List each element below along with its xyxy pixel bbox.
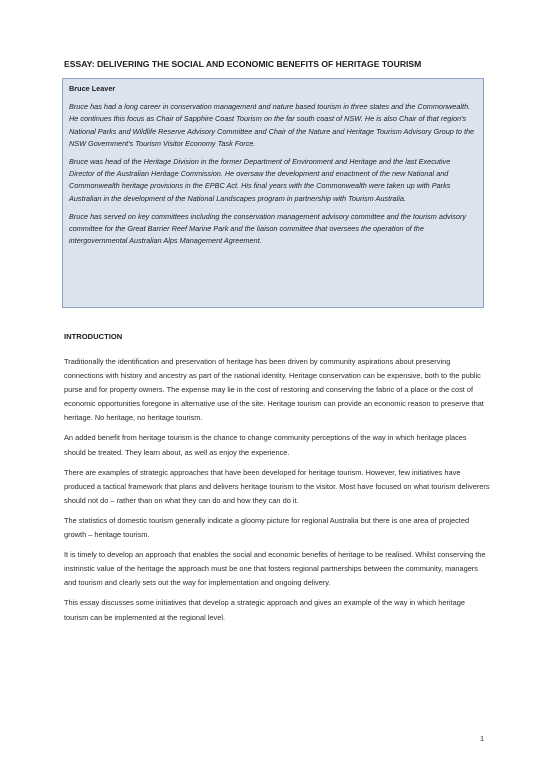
body-paragraph: There are examples of strategic approaches that have been developed for heritage tourism. However, few initiatives have produced a tactical framework that plans and delivers heritage tourism to the visitor. Most have focused on what tourism deliverers should not do – rather than on what they can do and how they can do it. [64,467,490,505]
body-paragraph: Traditionally the identification and preservation of heritage has been driven by community aspirations about preserving connections with history and ancestry as part of the national identity. Heritage conservation can be expensive, both to the public purse and for property owners. The expense may lie in the cost of restoring and conserving the fabric of a place or the cost of economic opportunities foregone in alternative use of the site. Heritage tourism can provide an economic reason to preserve that heritage. No heritage, no heritage tourism. [64,357,484,423]
body-paragraph: An added benefit from heritage tourism is the chance to change community perceptions of the way in which heritage places should be treated. They learn about, as well as enjoy the experience. [64,433,467,457]
page-number: 1 [480,734,485,743]
body-paragraph: The statistics of domestic tourism generally indicate a gloomy picture for regional Australia but there is one area of projected growth – heritage tourism. [64,515,470,540]
essay-title: ESSAY: DELIVERING THE SOCIAL AND ECONOMIC BENEFITS OF HERITAGE TOURISM [64,59,422,69]
body-paragraph: It is timely to develop an approach that enables the social and economic benefits of heritage to be realised. Whilst conserving the instrinstic value of the heritage the approach must be one that fosters regional partnerships between the community, managers and tourism and clearly sets out the way for implementation and ongoing delivery. [64,550,486,588]
section-heading-introduction: INTRODUCTION [64,332,123,341]
introduction-body [64,355,490,631]
author-bio-box [62,78,484,308]
author-name: Bruce Leaver [69,84,116,93]
bio-paragraph: Bruce has served on key committees including the conservation management advisory committee and the tourism advisory committee for the Great Barrier Reef Marine Park and the liaison committee that oversees the operation of the intergovernmental Australian Alps Management Agreement. [69,211,467,246]
bio-paragraph: Bruce was head of the Heritage Division in the former Department of Environment and Heritage and the last Executive Director of the Australian Heritage Commission. He oversaw the development and enactment of the new National and Commonwealth heritage provisions in the EPBC Act. His final years with the Commonwealth were taken up with Parks Australian in the development of the National Landscapes program in partnership with Tourism Australia. [69,157,451,203]
body-paragraph: This essay discusses some initiatives that develop a strategic approach and gives an example of the way in which heritage tourism can be implemented at the regional level. [64,598,465,622]
bio-paragraph: Bruce has had a long career in conservation management and nature based tourism in three states and the Commonwealth. He continues this focus as Chair of Sapphire Coast Tourism on the far south coast of NSW. He is also Chair of that region's National Parks and Wildlife Reserve Advisory Committee and Chair of the Nature and Heritage Tourism Advisory Group to the NSW Government's Tourism Visitor Economy Task Force. [69,102,475,148]
